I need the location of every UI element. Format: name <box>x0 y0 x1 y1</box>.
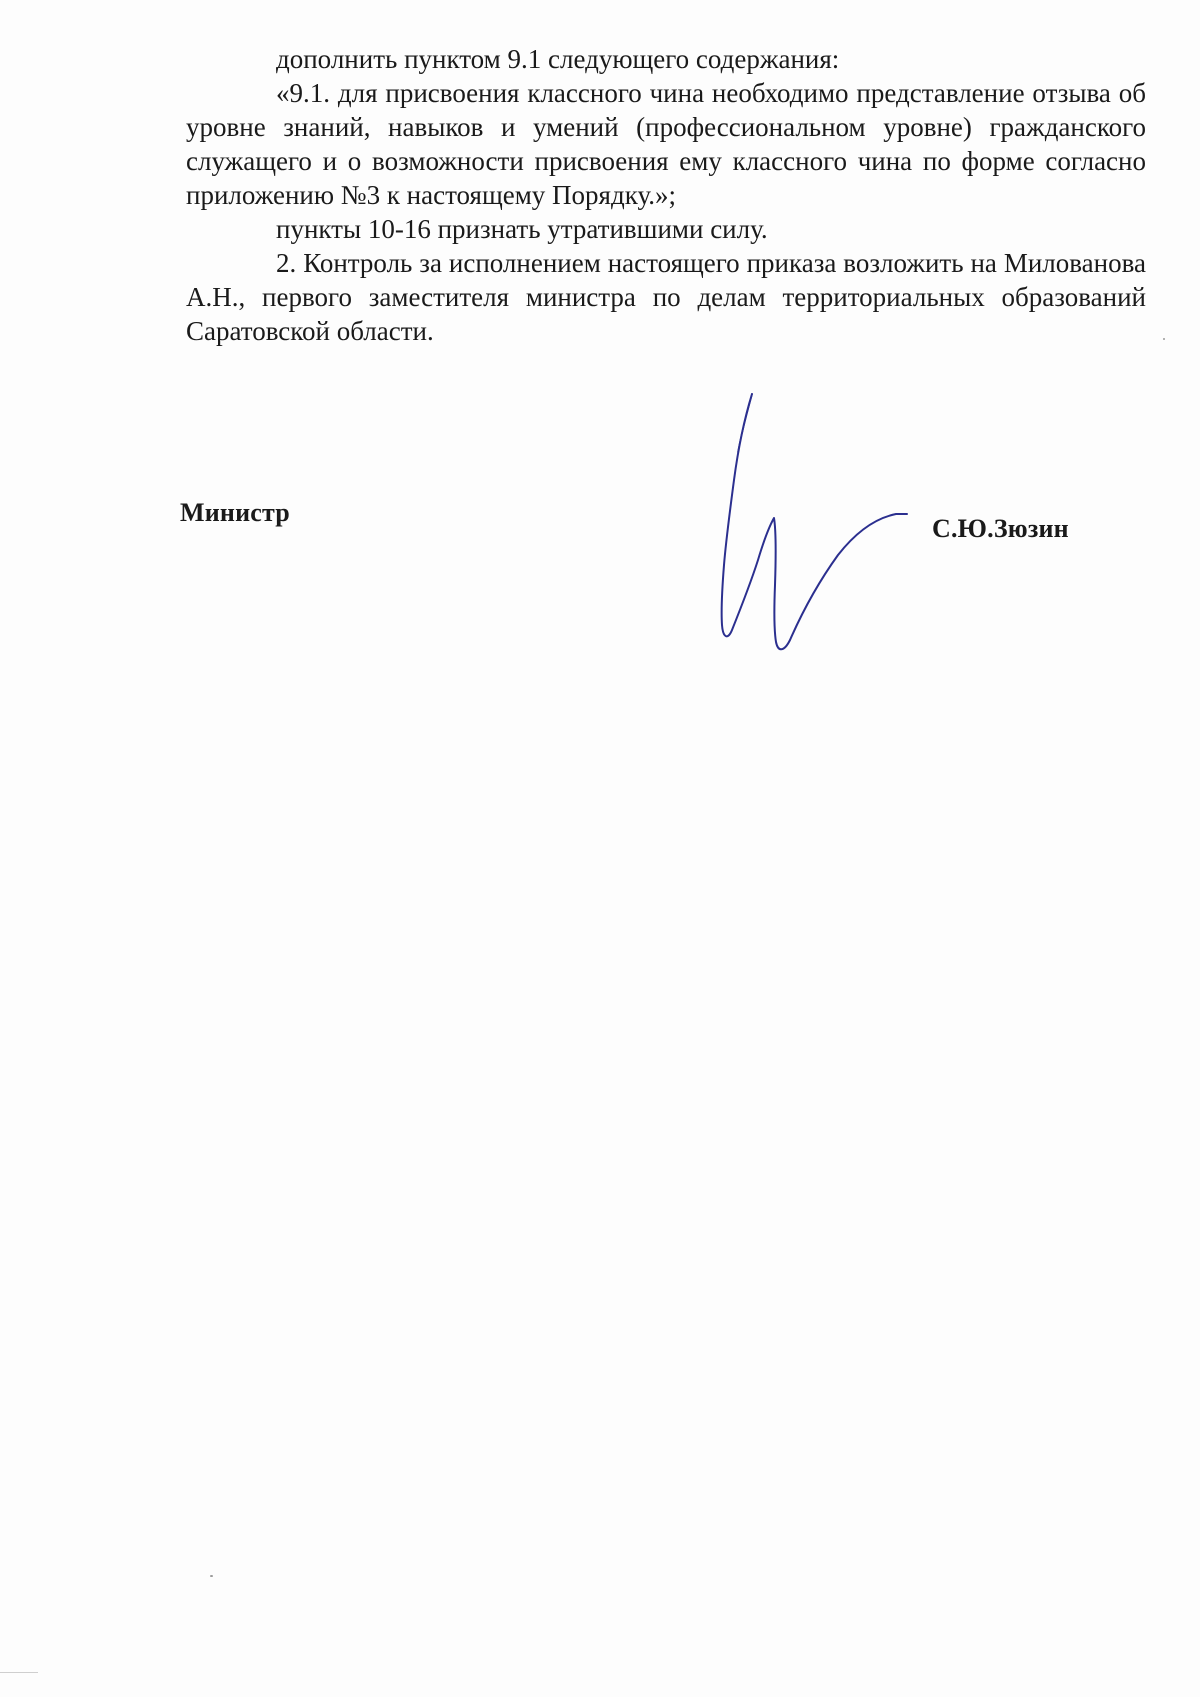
signature-stroke <box>722 394 907 649</box>
scan-speck <box>0 1672 38 1673</box>
scan-speck <box>1163 338 1165 340</box>
paragraph-control-assignment: 2. Контроль за исполнением настоящего приказа возложить на Милованова А.Н., первого заместителя министра по делам территориальных образований Саратовской области. <box>186 248 1146 346</box>
paragraph-clause-9-1: «9.1. для присвоения классного чина необходимо представление отзыва об уровне знаний, навыков и умений (профессиональном уровне) гражданского служащего и о возможности присвоения ему классного чина по форме согласно приложению №3 к настоящему Порядку.»; <box>186 78 1146 210</box>
scan-speck <box>210 1575 213 1577</box>
signatory-name: С.Ю.Зюзин <box>932 514 1069 543</box>
handwritten-signature <box>700 390 910 670</box>
paragraph-repeal-clauses: пункты 10-16 признать утратившими силу. <box>276 214 768 244</box>
paragraph-amendment-intro: дополнить пунктом 9.1 следующего содержания: <box>276 44 840 74</box>
signatory-position: Министр <box>180 498 290 527</box>
signature-upstroke <box>738 394 752 452</box>
